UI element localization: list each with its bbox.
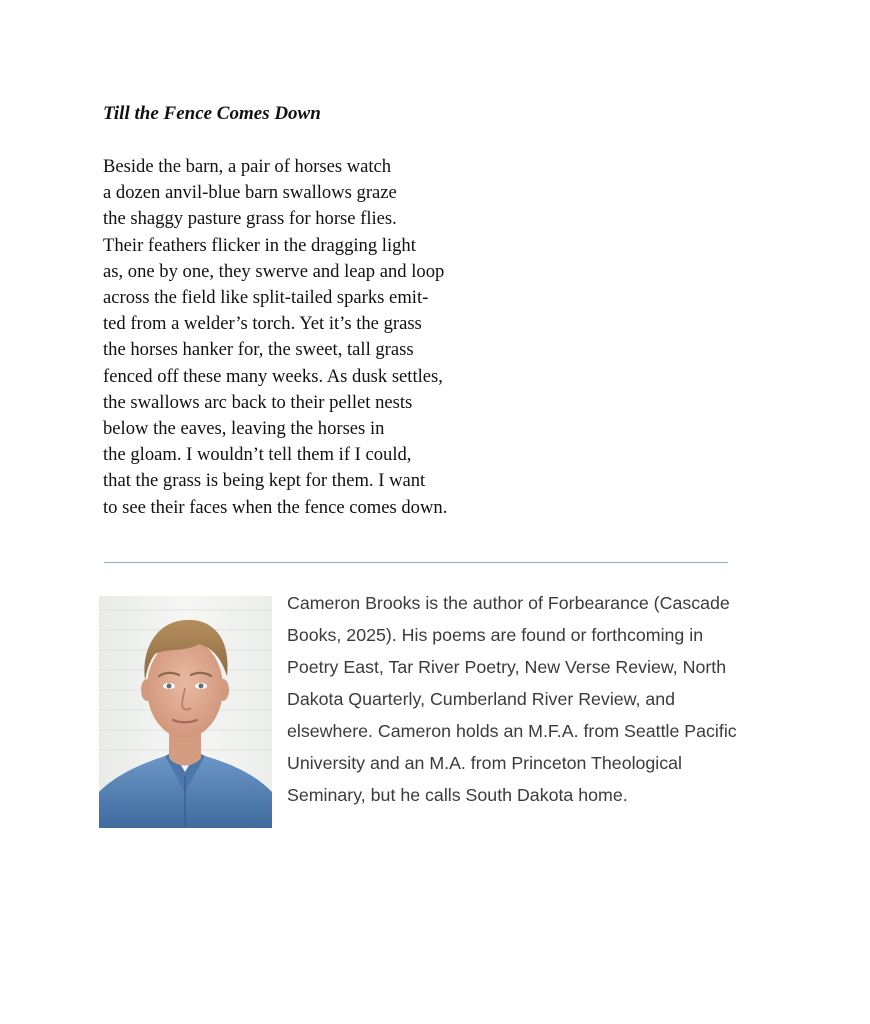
poem-line: to see their faces when the fence comes down. xyxy=(103,496,448,518)
bio-line: Poetry East, Tar River Poetry, New Verse Review, North xyxy=(287,657,727,677)
poem-line: the shaggy pasture grass for horse flies. xyxy=(103,208,397,230)
bio-line: Dakota Quarterly, Cumberland River Review, and xyxy=(287,689,676,709)
poem-line: across the field like split-tailed sparks emit- xyxy=(103,287,429,309)
poem-line: fenced off these many weeks. As dusk settles, xyxy=(103,365,443,387)
poem-line: the swallows arc back to their pellet nests xyxy=(103,391,413,413)
poem-line: a dozen anvil-blue barn swallows graze xyxy=(103,182,397,204)
poem-line: below the eaves, leaving the horses in xyxy=(103,418,385,440)
poem-line: the horses hanker for, the sweet, tall grass xyxy=(103,339,414,361)
bio-line: Cameron Brooks is the author of Forbearance (Cascade xyxy=(287,593,730,613)
author-bio xyxy=(287,587,767,811)
author-photo xyxy=(99,596,272,828)
poem-line: Beside the barn, a pair of horses watch xyxy=(103,156,392,177)
poem-line: ted from a welder’s torch. Yet it’s the grass xyxy=(103,313,422,335)
poem-line: that the grass is being kept for them. I want xyxy=(103,470,426,492)
poem-body xyxy=(103,154,447,521)
bio-line: elsewhere. Cameron holds an M.F.A. from Seattle Pacific xyxy=(287,721,737,741)
poem-title: Till the Fence Comes Down xyxy=(103,103,321,124)
poem-line: Their feathers flicker in the dragging light xyxy=(103,234,416,256)
bio-line: University and an M.A. from Princeton Theological xyxy=(287,753,682,773)
bio-line: Seminary, but he calls South Dakota home. xyxy=(287,785,628,805)
bio-line: Books, 2025). His poems are found or forthcoming in xyxy=(287,625,704,645)
poem-line: the gloam. I wouldn’t tell them if I could, xyxy=(103,444,412,466)
poem-line: as, one by one, they swerve and leap and loop xyxy=(103,260,445,282)
section-divider xyxy=(104,562,728,563)
